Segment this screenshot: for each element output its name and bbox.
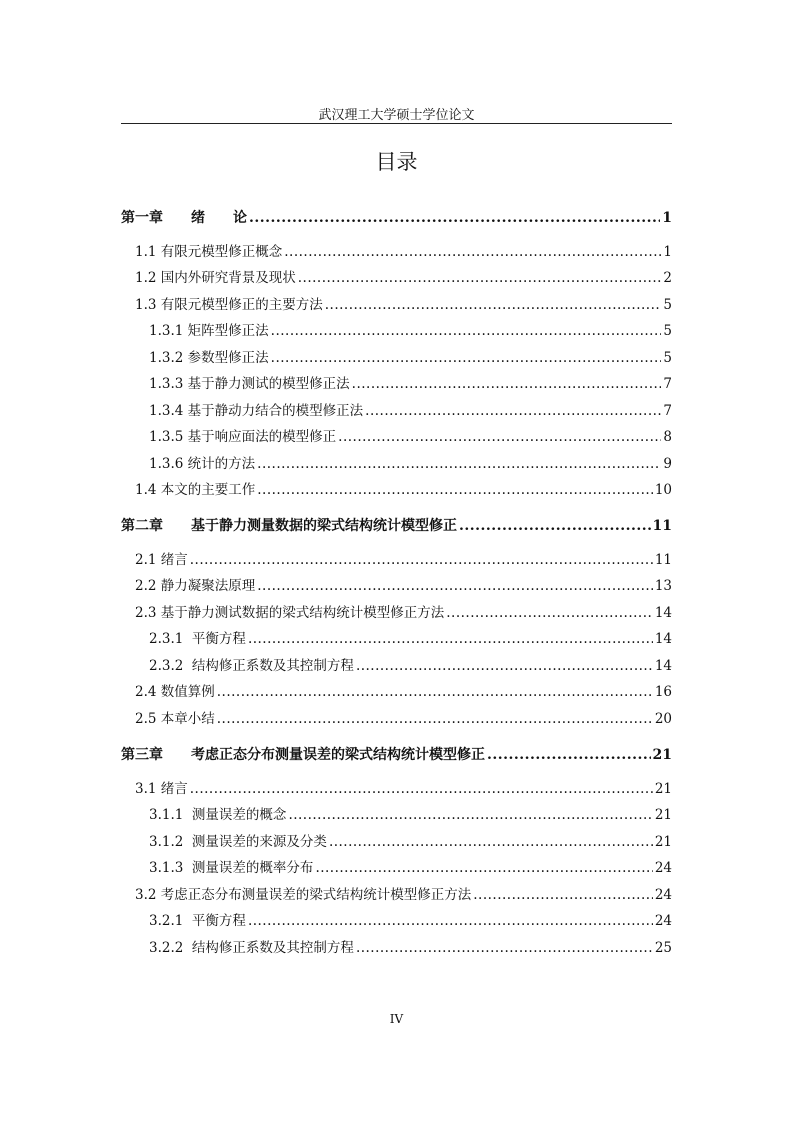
toc-entry-title: 1.1 有限元模型修正概念 <box>135 244 283 260</box>
dot-leader <box>473 885 653 905</box>
toc-entry-page: 1 <box>663 244 672 260</box>
dot-leader <box>315 858 652 878</box>
toc-entry[interactable] <box>121 938 672 958</box>
toc-entry[interactable] <box>121 374 672 394</box>
toc-title: 目录 <box>375 150 418 174</box>
toc-entry[interactable] <box>121 480 672 500</box>
page-number: IV <box>389 1012 404 1026</box>
toc-entry[interactable] <box>121 629 672 649</box>
toc-entry[interactable] <box>121 321 672 341</box>
toc-entry-page: 24 <box>654 887 672 903</box>
toc-entry[interactable] <box>121 805 672 825</box>
toc-entry-page: 21 <box>654 807 672 823</box>
toc-entry-page: 1 <box>662 210 672 226</box>
dot-leader <box>190 550 653 570</box>
toc-entry-page: 24 <box>654 913 672 929</box>
toc-entry[interactable] <box>121 603 672 623</box>
toc-entry[interactable] <box>121 550 672 570</box>
toc-entry-title: 第三章 考虑正态分布测量误差的梁式结构统计模型修正 <box>121 747 485 763</box>
toc-entry-page: 9 <box>663 456 672 472</box>
toc-entry[interactable] <box>121 709 672 729</box>
toc-entry-title: 2.1 绪言 <box>135 552 188 568</box>
dot-leader <box>217 682 653 702</box>
toc-entry-title: 2.4 数值算例 <box>135 684 215 700</box>
toc-entry[interactable] <box>121 745 672 765</box>
toc-entry-page: 20 <box>654 711 672 727</box>
toc-entry[interactable] <box>121 454 672 474</box>
toc-entry[interactable] <box>121 208 672 228</box>
toc-entry[interactable] <box>121 832 672 852</box>
dot-leader <box>356 938 653 958</box>
toc-entry-title: 3.1.2 测量误差的来源及分类 <box>149 834 327 850</box>
dot-leader <box>271 321 662 341</box>
dot-leader <box>459 516 651 536</box>
toc-entry-title: 第一章 绪 论 <box>121 210 247 226</box>
toc-entry[interactable] <box>121 885 672 905</box>
dot-leader <box>271 348 662 368</box>
toc-entry[interactable] <box>121 576 672 596</box>
header-rule <box>121 123 672 124</box>
toc-entry-page: 16 <box>654 684 672 700</box>
toc-entry-page: 7 <box>663 403 672 419</box>
toc-entry[interactable] <box>121 858 672 878</box>
toc-entry-page: 8 <box>663 429 672 445</box>
toc-entry-page: 14 <box>654 658 672 674</box>
toc-entry-title: 3.2.2 结构修正系数及其控制方程 <box>149 940 354 956</box>
dot-leader <box>288 805 652 825</box>
toc-entry-title: 3.2 考虑正态分布测量误差的梁式结构统计模型修正方法 <box>135 887 472 903</box>
toc-entry[interactable] <box>121 242 672 262</box>
dot-leader <box>257 480 653 500</box>
toc-entry-title: 1.3.5 基于响应面法的模型修正 <box>149 429 337 445</box>
toc-entry-title: 2.5 本章小结 <box>135 711 215 727</box>
toc-entry[interactable] <box>121 682 672 702</box>
toc-entry-page: 24 <box>654 860 672 876</box>
toc-entry[interactable] <box>121 348 672 368</box>
toc-entry-title: 1.3 有限元模型修正的主要方法 <box>135 297 323 313</box>
dot-leader <box>487 745 651 765</box>
toc-entry[interactable] <box>121 911 672 931</box>
toc-entry-title: 2.3.2 结构修正系数及其控制方程 <box>149 658 354 674</box>
toc-entry-page: 5 <box>663 350 672 366</box>
toc-entry-page: 13 <box>654 578 672 594</box>
toc-entry-page: 11 <box>654 552 672 568</box>
toc-entry-title: 2.3.1 平衡方程 <box>149 631 246 647</box>
toc-entry-page: 14 <box>654 631 672 647</box>
toc-entry-title: 1.3.4 基于静动力结合的模型修正法 <box>149 403 364 419</box>
toc-entry-title: 3.1.1 测量误差的概念 <box>149 807 287 823</box>
dot-leader <box>249 208 660 228</box>
toc-entry[interactable] <box>121 516 672 536</box>
toc-entry-page: 14 <box>654 605 672 621</box>
toc-entry-title: 3.1 绪言 <box>135 781 188 797</box>
dot-leader <box>325 295 662 315</box>
dot-leader <box>284 242 661 262</box>
toc-entry-page: 21 <box>654 781 672 797</box>
dot-leader <box>338 427 661 447</box>
running-header: 武汉理工大学硕士学位论文 <box>318 108 475 123</box>
toc-entry-page: 21 <box>654 834 672 850</box>
toc-entry[interactable] <box>121 295 672 315</box>
toc-entry-title: 2.3 基于静力测试数据的梁式结构统计模型修正方法 <box>135 605 445 621</box>
dot-leader <box>248 911 653 931</box>
dot-leader <box>257 454 661 474</box>
toc-entry-title: 1.3.2 参数型修正法 <box>149 350 269 366</box>
toc-entry-page: 11 <box>652 518 672 534</box>
toc-entry-title: 1.4 本文的主要工作 <box>135 482 256 498</box>
toc-entry[interactable] <box>121 268 672 288</box>
toc-entry-title: 3.1.3 测量误差的概率分布 <box>149 860 314 876</box>
toc-entry-page: 2 <box>663 270 672 286</box>
toc-entry-title: 1.2 国内外研究背景及现状 <box>135 270 296 286</box>
dot-leader <box>356 656 653 676</box>
dot-leader <box>298 268 662 288</box>
toc-entry-title: 1.3.3 基于静力测试的模型修正法 <box>149 376 350 392</box>
dot-leader <box>217 709 653 729</box>
dot-leader <box>190 779 653 799</box>
dot-leader <box>352 374 662 394</box>
toc-entry[interactable] <box>121 779 672 799</box>
toc-entry-page: 5 <box>663 323 672 339</box>
toc-entry-page: 21 <box>652 747 672 763</box>
toc-entry[interactable] <box>121 656 672 676</box>
toc-entry[interactable] <box>121 401 672 421</box>
dot-leader <box>365 401 661 421</box>
toc-entry-title: 1.3.6 统计的方法 <box>149 456 256 472</box>
toc-entry-page: 10 <box>654 482 672 498</box>
toc-entry-title: 1.3.1 矩阵型修正法 <box>149 323 269 339</box>
dot-leader <box>446 603 653 623</box>
toc-entry[interactable] <box>121 427 672 447</box>
dot-leader <box>248 629 653 649</box>
toc-entry-page: 7 <box>663 376 672 392</box>
toc-entry-page: 5 <box>663 297 672 313</box>
toc-entry-page: 25 <box>654 940 672 956</box>
toc-entry-title: 2.2 静力凝聚法原理 <box>135 578 256 594</box>
dot-leader <box>329 832 653 852</box>
toc-entry-title: 3.2.1 平衡方程 <box>149 913 246 929</box>
dot-leader <box>257 576 653 596</box>
toc-entry-title: 第二章 基于静力测量数据的梁式结构统计模型修正 <box>121 518 457 534</box>
